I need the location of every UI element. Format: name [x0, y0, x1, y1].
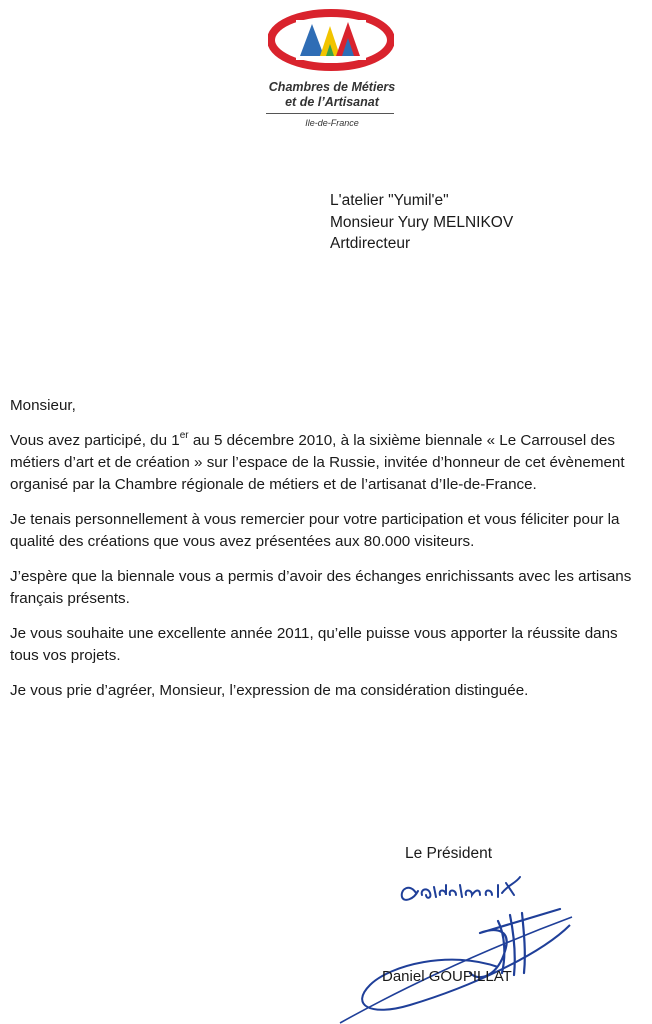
- paragraph-5: Je vous prie d’agréer, Monsieur, l’expression de ma considération distinguée.: [10, 682, 529, 699]
- organization-name: [262, 80, 402, 110]
- letterhead: [0, 0, 652, 140]
- recipient-line-1: L'atelier "Yumil'e": [330, 192, 449, 209]
- signer-name: Daniel GOUPILLAT: [382, 968, 512, 985]
- handwritten-signature: [330, 855, 652, 1024]
- recipient-address: [330, 190, 513, 255]
- ordinal-superscript: er: [179, 430, 189, 441]
- paragraph-3: J’espère que la biennale vous a permis d’avoir des échanges enrichissants avec les artisans français présents.: [10, 568, 632, 607]
- recipient-line-2: Monsieur Yury MELNIKOV: [330, 213, 514, 231]
- recipient-line-3: Artdirecteur: [330, 235, 411, 252]
- org-name-line-1: Chambres de Métiers: [268, 80, 396, 94]
- cma-logo: [268, 8, 394, 72]
- letter-body: [10, 395, 646, 715]
- divider: [266, 113, 394, 114]
- paragraph-1: [10, 430, 646, 496]
- paragraph-4: Je vous souhaite une excellente année 2011, qu’elle puisse vous apporter la réussite dans tous vos projets.: [10, 625, 618, 664]
- paragraph-2: Je tenais personnellement à vous remercier pour votre participation et vous féliciter pour la qualité des créations que vous avez présentées aux 80.000 visiteurs.: [10, 511, 620, 550]
- paragraph-1-start: Vous avez participé, du 1: [10, 432, 180, 449]
- org-region: Ile-de-France: [305, 118, 359, 128]
- paragraph-1-rest: au 5 décembre 2010, à la sixième biennale « Le Carrousel des métiers d’art et de création » sur l’espace de la Russie, invitée d’honneur de cet évènement organisé par la Chambre régionale de métiers et de l’artisanat d’Ile-de-France.: [10, 432, 625, 493]
- closing-title: Le Président: [405, 845, 493, 862]
- org-name-line-2: et de l’Artisanat: [285, 95, 379, 109]
- salutation: Monsieur,: [10, 397, 76, 414]
